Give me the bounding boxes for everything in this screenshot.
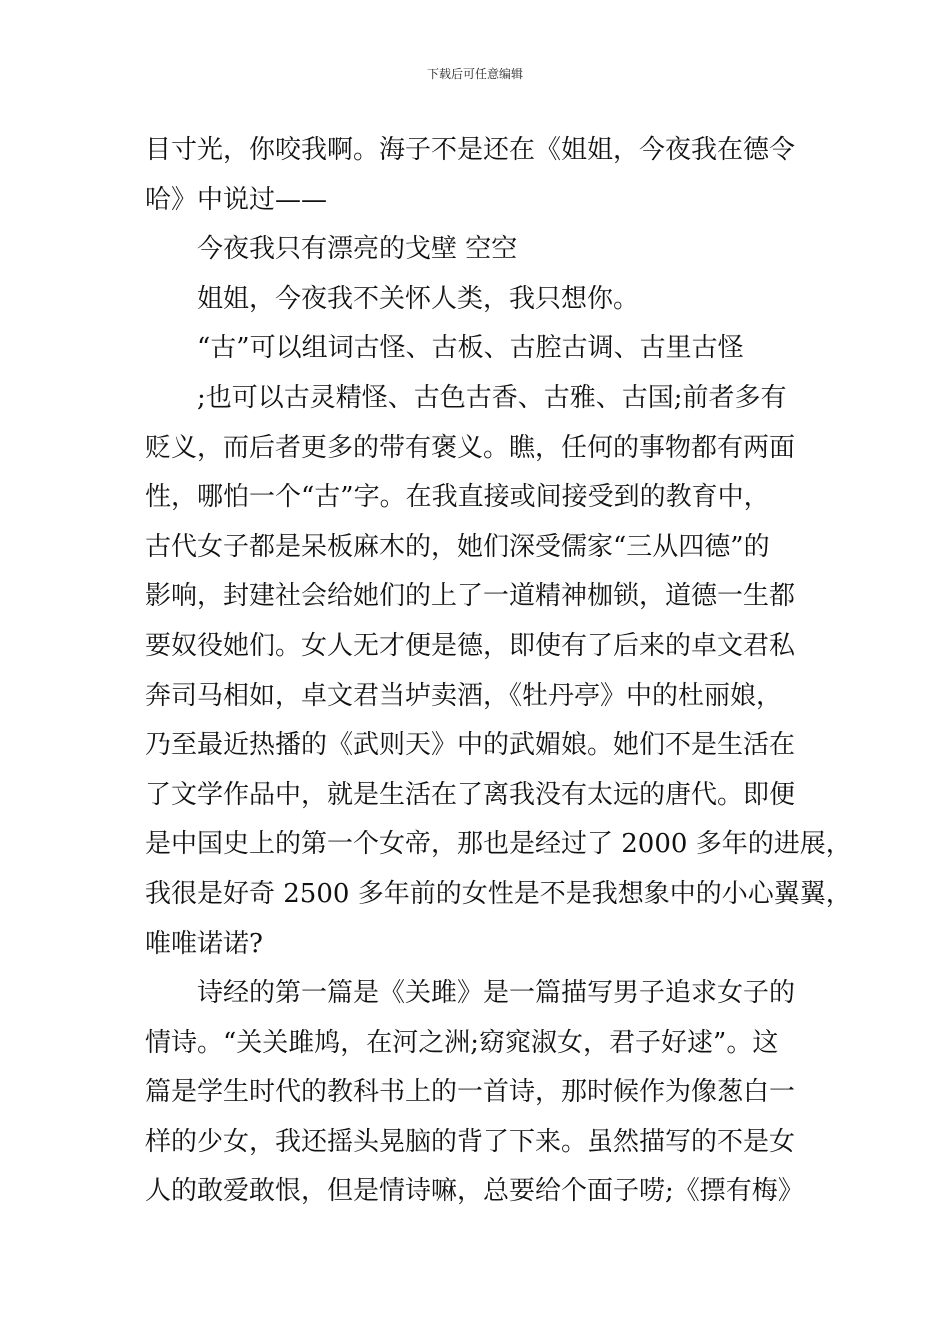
- text-line: 影响，封建社会给她们的上了一道精神枷锁，道德一生都: [145, 581, 796, 612]
- text-line: 要奴役她们。女人无才便是德，即使有了后来的卓文君私: [145, 630, 796, 661]
- text-line: 哈》中说过——: [145, 184, 328, 215]
- text-line: “古”可以组词古怪、古板、古腔古调、古里古怪: [197, 333, 744, 364]
- text-line: 了文学作品中，就是生活在了离我没有太远的唐代。即便: [145, 779, 796, 810]
- text-line: 样的少女，我还摇头晃脑的背了下来。虽然描写的不是女: [145, 1126, 796, 1157]
- text-line: 情诗。“关关雎鸠，在河之洲;窈窕淑女，君子好逑”。这: [145, 1027, 779, 1058]
- text-line: 姐姐，今夜我不关怀人类，我只想你。: [197, 283, 640, 314]
- text-line: 我很是好奇 2500 多年前的女性是不是我想象中的小心翼翼，: [145, 878, 852, 909]
- text-line: 古代女子都是呆板麻木的，她们深受儒家“三从四德”的: [145, 531, 770, 562]
- document-body: [145, 126, 852, 1217]
- page-header: 下载后可任意编辑: [426, 67, 523, 81]
- text-line: 奔司马相如，卓文君当垆卖酒，《牡丹亭》中的杜丽娘，: [145, 680, 783, 711]
- text-line: 唯唯诺诺?: [145, 928, 263, 959]
- text-line: 诗经的第一篇是《关雎》是一篇描写男子追求女子的: [197, 978, 796, 1009]
- text-line: 乃至最近热播的《武则天》中的武媚娘。她们不是生活在: [145, 730, 796, 761]
- text-line: 性，哪怕一个“古”字。在我直接或间接受到的教育中，: [145, 482, 770, 513]
- text-line: 目寸光，你咬我啊。海子不是还在《姐姐，今夜我在德令: [145, 135, 796, 165]
- text-line: 今夜我只有漂亮的戈壁 空空: [197, 234, 518, 265]
- text-line: 人的敢爱敢恨，但是情诗嘛，总要给个面子唠;《摽有梅》: [145, 1176, 804, 1207]
- text-line: ;也可以古灵精怪、古色古香、古雅、古国;前者多有: [197, 382, 787, 413]
- text-line: 是中国史上的第一个女帝，那也是经过了 2000 多年的进展，: [145, 829, 852, 860]
- text-line: 贬义，而后者更多的带有褒义。瞧，任何的事物都有两面: [145, 432, 796, 463]
- text-line: 篇是学生时代的教科书上的一首诗，那时候作为像葱白一: [145, 1077, 796, 1108]
